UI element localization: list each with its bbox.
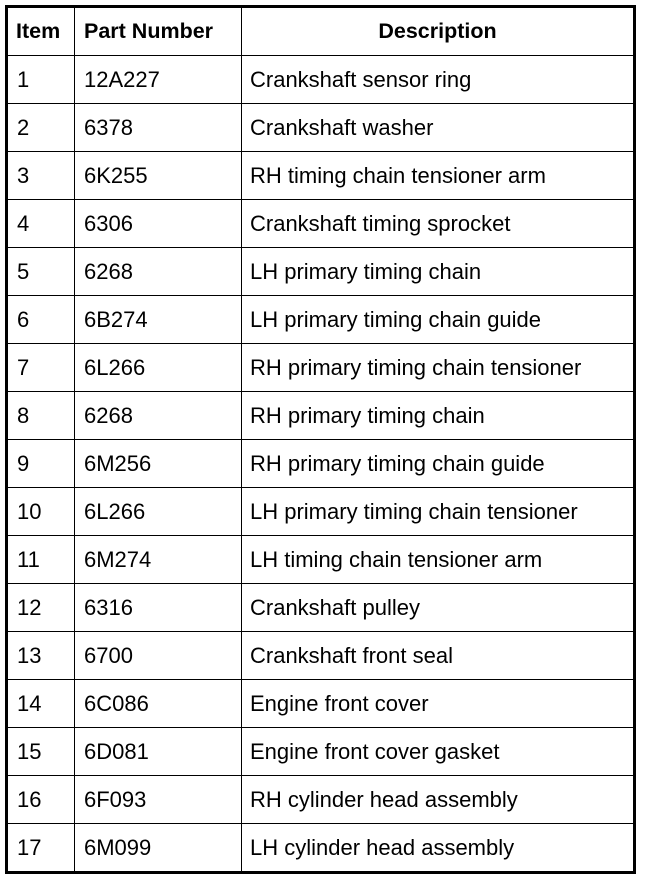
description-cell: LH timing chain tensioner arm bbox=[242, 536, 635, 584]
table-row bbox=[7, 536, 635, 584]
item-cell: 3 bbox=[7, 152, 75, 200]
part-number-cell: 6306 bbox=[75, 200, 242, 248]
description-cell: RH primary timing chain guide bbox=[242, 440, 635, 488]
description-cell: Engine front cover gasket bbox=[242, 728, 635, 776]
table-row bbox=[7, 680, 635, 728]
description-cell: LH primary timing chain guide bbox=[242, 296, 635, 344]
part-number-cell: 6268 bbox=[75, 392, 242, 440]
item-cell: 6 bbox=[7, 296, 75, 344]
table-row bbox=[7, 392, 635, 440]
table-row bbox=[7, 248, 635, 296]
header-item: Item bbox=[7, 7, 75, 56]
table-row bbox=[7, 200, 635, 248]
item-cell: 9 bbox=[7, 440, 75, 488]
part-number-cell: 6M274 bbox=[75, 536, 242, 584]
table-row bbox=[7, 584, 635, 632]
parts-table-body bbox=[7, 56, 635, 873]
part-number-cell: 6D081 bbox=[75, 728, 242, 776]
part-number-cell: 12A227 bbox=[75, 56, 242, 104]
header-description: Description bbox=[242, 7, 635, 56]
table-row bbox=[7, 296, 635, 344]
item-cell: 1 bbox=[7, 56, 75, 104]
table-row bbox=[7, 632, 635, 680]
description-cell: RH cylinder head assembly bbox=[242, 776, 635, 824]
part-number-cell: 6B274 bbox=[75, 296, 242, 344]
part-number-cell: 6M099 bbox=[75, 824, 242, 873]
header-row bbox=[7, 7, 635, 56]
description-cell: RH timing chain tensioner arm bbox=[242, 152, 635, 200]
part-number-cell: 6L266 bbox=[75, 344, 242, 392]
part-number-cell: 6L266 bbox=[75, 488, 242, 536]
item-cell: 13 bbox=[7, 632, 75, 680]
item-cell: 7 bbox=[7, 344, 75, 392]
description-cell: Crankshaft pulley bbox=[242, 584, 635, 632]
part-number-cell: 6378 bbox=[75, 104, 242, 152]
item-cell: 2 bbox=[7, 104, 75, 152]
part-number-cell: 6316 bbox=[75, 584, 242, 632]
item-cell: 10 bbox=[7, 488, 75, 536]
part-number-cell: 6K255 bbox=[75, 152, 242, 200]
description-cell: RH primary timing chain bbox=[242, 392, 635, 440]
description-cell: Crankshaft sensor ring bbox=[242, 56, 635, 104]
table-row bbox=[7, 776, 635, 824]
item-cell: 8 bbox=[7, 392, 75, 440]
item-cell: 11 bbox=[7, 536, 75, 584]
parts-table bbox=[5, 5, 636, 874]
description-cell: LH cylinder head assembly bbox=[242, 824, 635, 873]
table-row bbox=[7, 824, 635, 873]
item-cell: 12 bbox=[7, 584, 75, 632]
description-cell: Crankshaft front seal bbox=[242, 632, 635, 680]
part-number-cell: 6268 bbox=[75, 248, 242, 296]
part-number-cell: 6700 bbox=[75, 632, 242, 680]
description-cell: Engine front cover bbox=[242, 680, 635, 728]
item-cell: 5 bbox=[7, 248, 75, 296]
part-number-cell: 6F093 bbox=[75, 776, 242, 824]
item-cell: 14 bbox=[7, 680, 75, 728]
description-cell: LH primary timing chain tensioner bbox=[242, 488, 635, 536]
description-cell: RH primary timing chain tensioner bbox=[242, 344, 635, 392]
table-row bbox=[7, 728, 635, 776]
description-cell: Crankshaft washer bbox=[242, 104, 635, 152]
description-cell: LH primary timing chain bbox=[242, 248, 635, 296]
item-cell: 17 bbox=[7, 824, 75, 873]
table-row bbox=[7, 152, 635, 200]
item-cell: 15 bbox=[7, 728, 75, 776]
header-part-number: Part Number bbox=[75, 7, 242, 56]
item-cell: 16 bbox=[7, 776, 75, 824]
description-cell: Crankshaft timing sprocket bbox=[242, 200, 635, 248]
part-number-cell: 6C086 bbox=[75, 680, 242, 728]
part-number-cell: 6M256 bbox=[75, 440, 242, 488]
table-row bbox=[7, 488, 635, 536]
table-row bbox=[7, 440, 635, 488]
item-cell: 4 bbox=[7, 200, 75, 248]
table-row bbox=[7, 104, 635, 152]
table-row bbox=[7, 344, 635, 392]
table-row bbox=[7, 56, 635, 104]
